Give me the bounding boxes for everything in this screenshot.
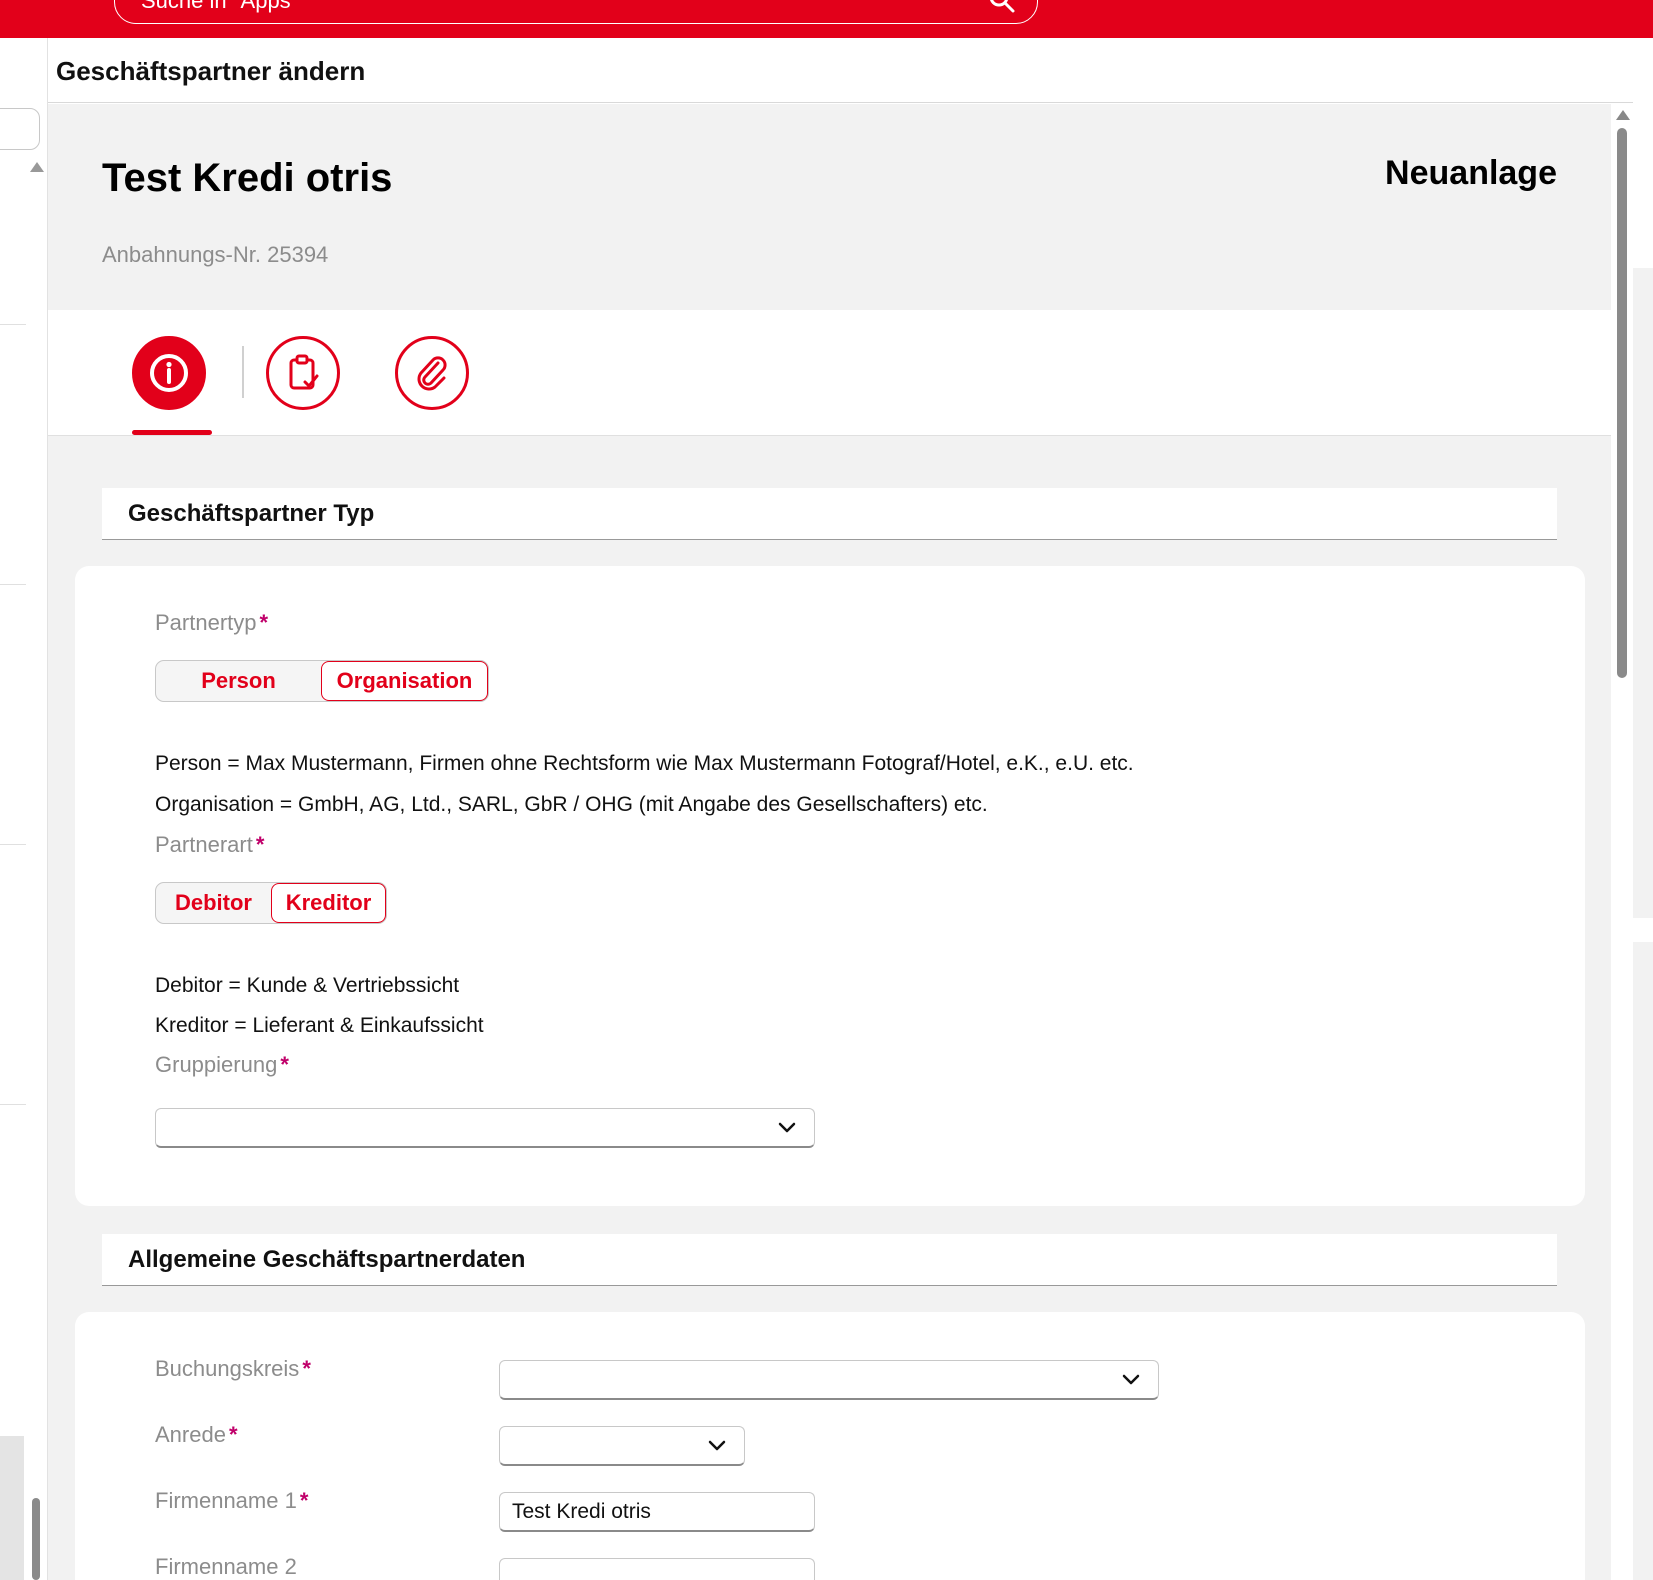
divider <box>0 584 26 585</box>
partnerart-label: Partnerart * <box>155 832 265 857</box>
active-tab-indicator <box>132 430 212 435</box>
partnerart-kreditor-button[interactable]: Kreditor <box>271 883 386 923</box>
app-search-field[interactable] <box>114 0 1038 24</box>
chevron-down-icon <box>1122 1373 1140 1387</box>
buchungskreis-label: Buchungskreis * <box>155 1356 311 1381</box>
side-navigation <box>0 38 48 1580</box>
firmenname2-input[interactable] <box>499 1558 815 1580</box>
firmenname2-label: Firmenname 2 <box>155 1554 297 1579</box>
search-input[interactable] <box>141 0 971 23</box>
form-panel-general <box>75 1312 1585 1580</box>
page-scrollbar[interactable] <box>1611 104 1633 1580</box>
side-scrollbar-thumb[interactable] <box>32 1498 40 1580</box>
side-panel-footer <box>0 1436 24 1580</box>
scroll-up-icon[interactable] <box>1616 110 1630 120</box>
partnertyp-hint-person: Person = Max Mustermann, Firmen ohne Rechtsform wie Max Mustermann Fotograf/Hotel, e.K., e.U. etc. <box>155 752 1134 775</box>
divider <box>0 324 26 325</box>
divider <box>0 1104 26 1105</box>
search-icon[interactable] <box>987 0 1017 15</box>
firmenname1-label: Firmenname 1 * <box>155 1488 309 1513</box>
gruppierung-select[interactable] <box>155 1108 815 1148</box>
partnertyp-label: Partnertyp * <box>155 610 269 635</box>
object-subtitle: Anbahnungs-Nr. 25394 <box>102 242 329 267</box>
side-nav-toggle[interactable] <box>0 108 40 150</box>
partnerart-segmented <box>155 882 387 924</box>
buchungskreis-select[interactable] <box>499 1360 1159 1400</box>
object-header <box>48 104 1611 310</box>
form-panel-type <box>75 566 1585 1206</box>
divider <box>0 844 26 845</box>
paperclip-icon <box>410 351 454 395</box>
right-edge <box>1633 38 1653 1580</box>
info-icon <box>147 351 191 395</box>
partnertyp-segmented <box>155 660 489 702</box>
chevron-down-icon <box>708 1439 726 1453</box>
anrede-select[interactable] <box>499 1426 745 1466</box>
section-title: Geschäftspartner Typ <box>128 500 375 527</box>
partnertyp-organisation-button[interactable]: Organisation <box>321 661 488 701</box>
object-page <box>48 104 1611 1580</box>
partnerart-hint-debitor: Debitor = Kunde & Vertriebssicht <box>155 974 460 997</box>
tab-info[interactable] <box>132 336 206 410</box>
page-header <box>48 38 1633 103</box>
tab-checklist[interactable] <box>266 336 340 410</box>
section-header-general <box>102 1234 1557 1286</box>
partnerart-debitor-button[interactable]: Debitor <box>174 890 252 915</box>
firmenname1-input[interactable]: Test Kredi otris <box>499 1492 815 1532</box>
section-title: Allgemeine Geschäftspartnerdaten <box>128 1246 526 1273</box>
gruppierung-label: Gruppierung * <box>155 1052 289 1077</box>
anrede-label: Anrede * <box>155 1422 238 1447</box>
section-header-type <box>102 488 1557 540</box>
tab-attachments[interactable] <box>395 336 469 410</box>
partnerart-hint-kreditor: Kreditor = Lieferant & Einkaufssicht <box>155 1014 484 1037</box>
clipboard-check-icon <box>281 351 325 395</box>
object-status: Neuanlage <box>1385 154 1557 192</box>
partnertyp-hint-organisation: Organisation = GmbH, AG, Ltd., SARL, GbR / OHG (mit Angabe des Gesellschafters) etc. <box>155 793 988 816</box>
icon-tab-bar <box>48 310 1611 436</box>
tab-separator <box>242 346 244 398</box>
shell-header <box>0 0 1653 38</box>
scrollbar-thumb[interactable] <box>1617 128 1627 678</box>
object-title: Test Kredi otris <box>102 156 393 200</box>
chevron-down-icon <box>778 1121 796 1135</box>
side-scroll-up-icon[interactable] <box>30 162 44 172</box>
partnertyp-person-button[interactable]: Person <box>201 668 276 693</box>
page-title: Geschäftspartner ändern <box>56 56 366 86</box>
